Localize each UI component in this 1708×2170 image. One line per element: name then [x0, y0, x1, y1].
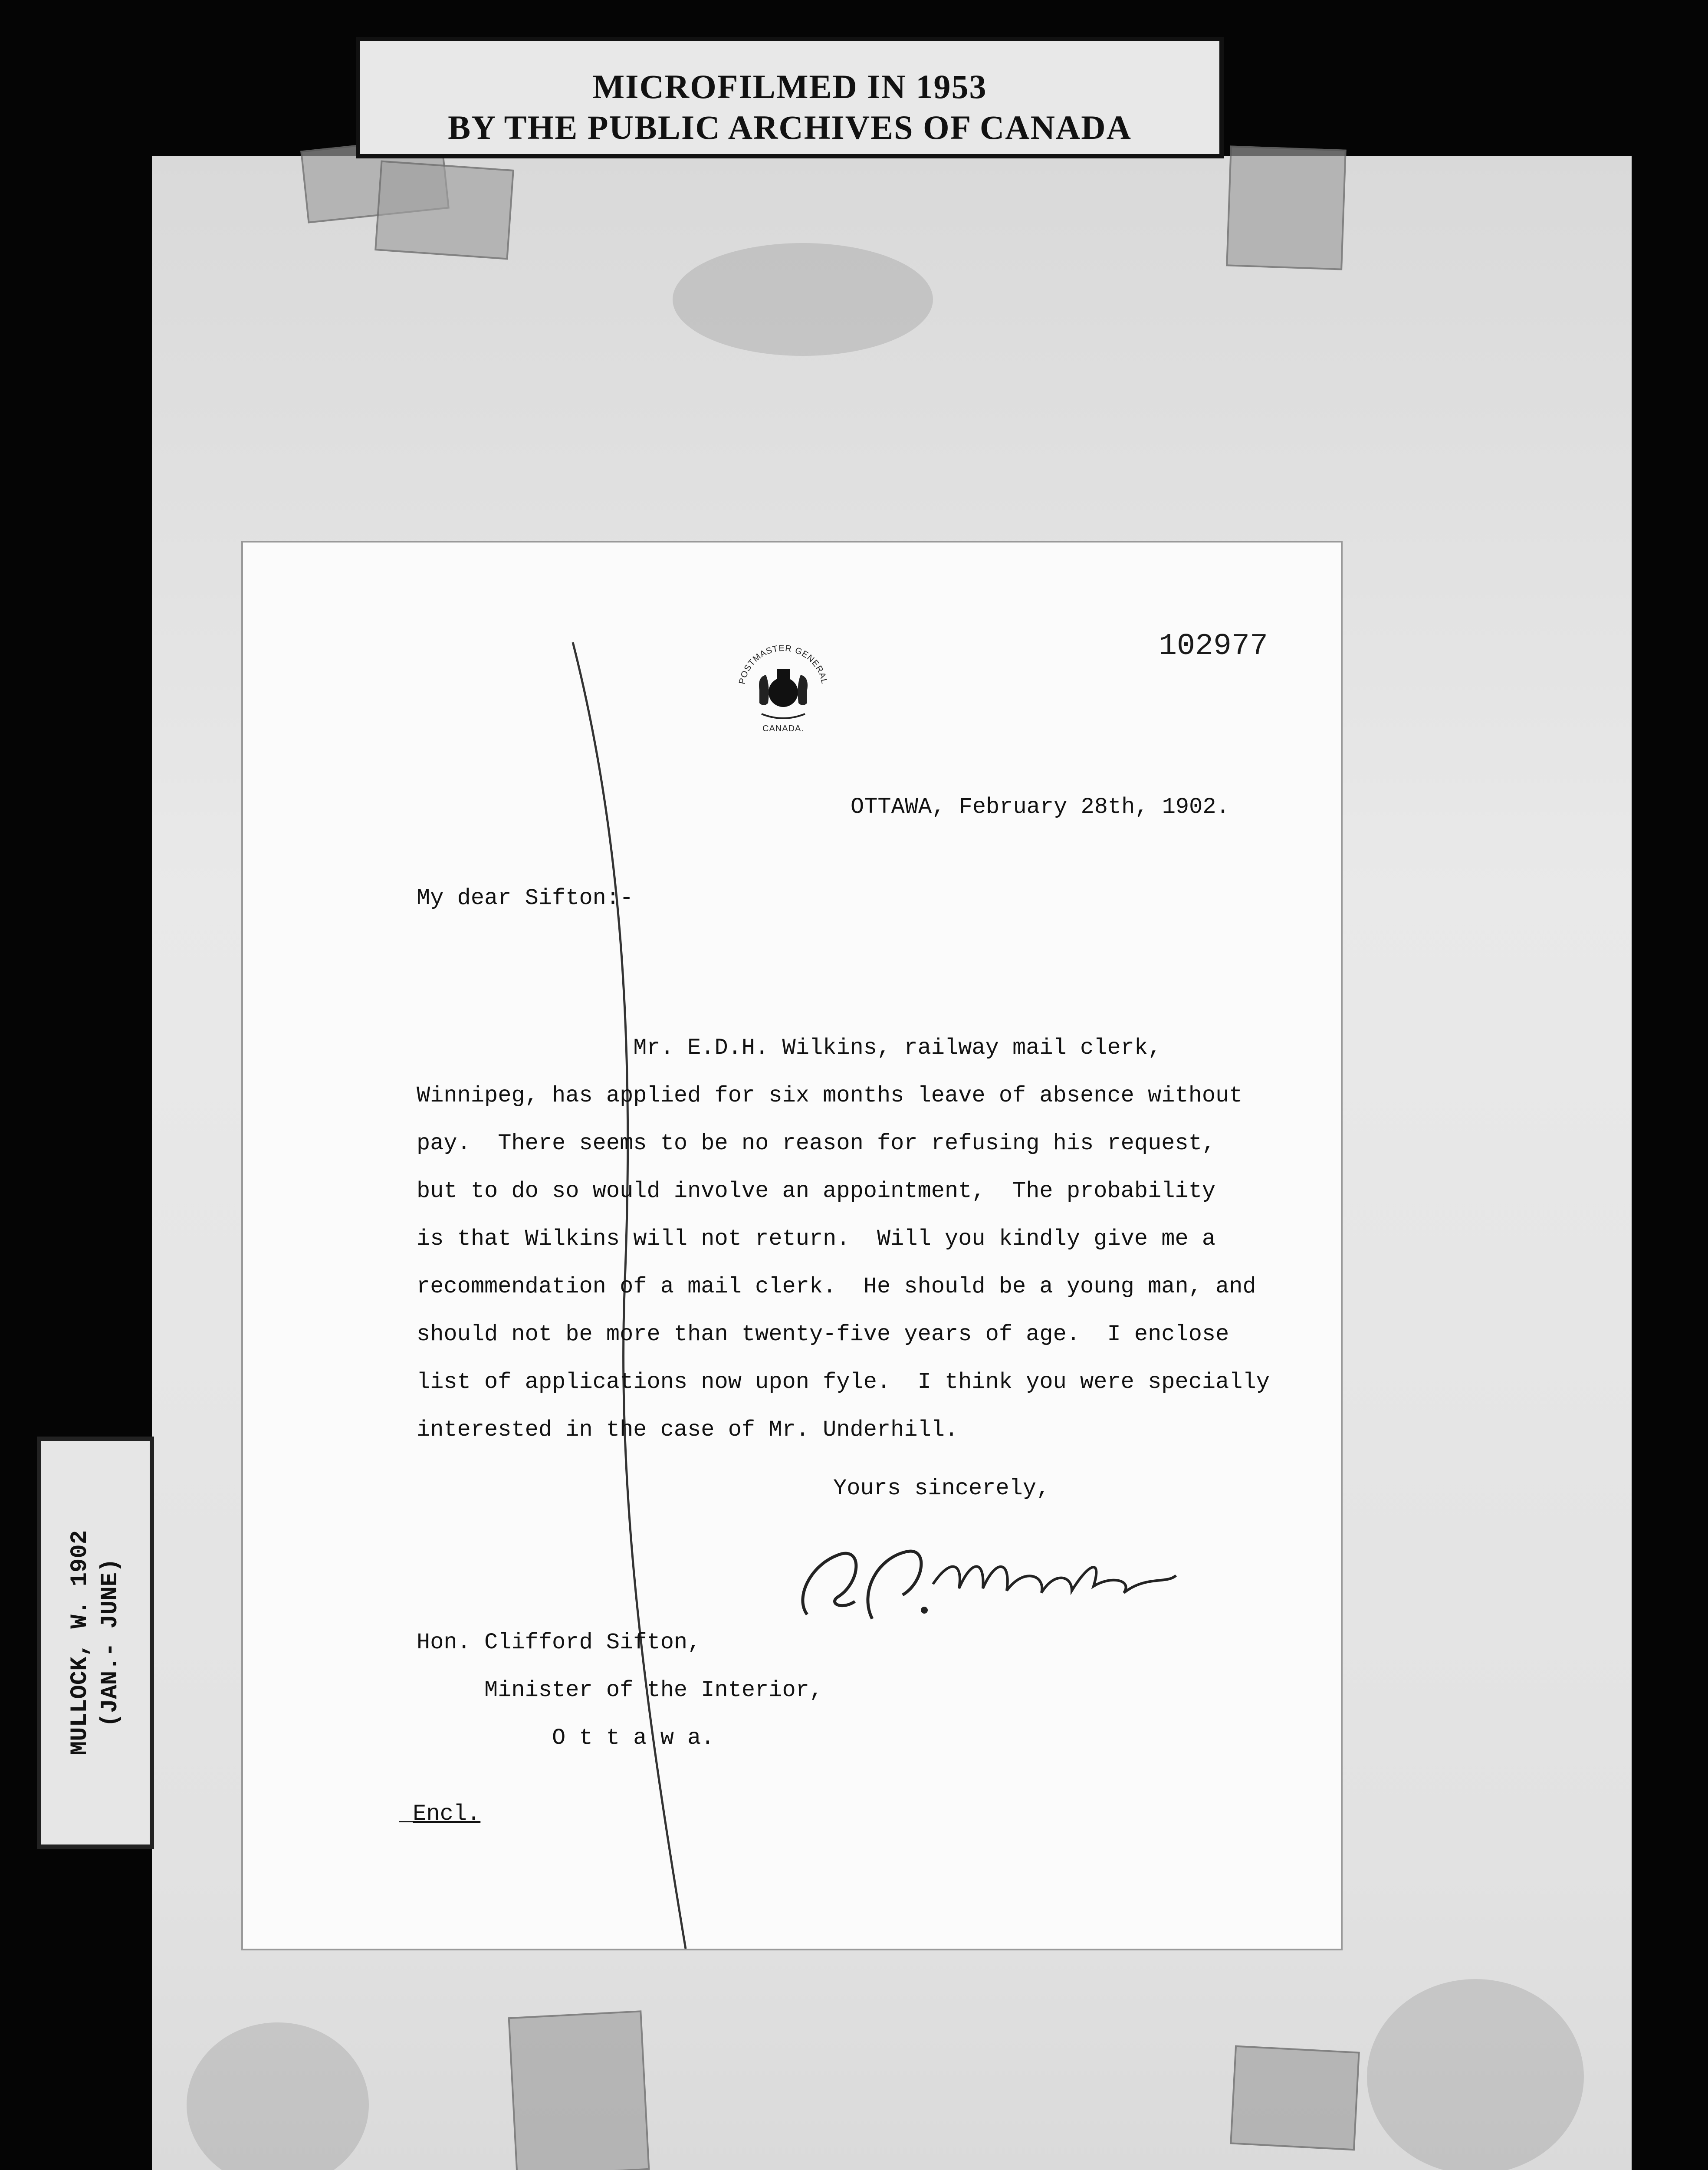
letter-paper: [243, 542, 1341, 1949]
body-line: interested in the case of Mr. Underhill.: [417, 1417, 959, 1443]
body-line: is that Wilkins will not return. Will you kindly give me a: [417, 1226, 1216, 1252]
body-line: pay. There seems to be no reason for refusing his request,: [417, 1131, 1216, 1156]
royal-coat-of-arms-icon: [733, 642, 833, 746]
microfilm-label-line2: BY THE PUBLIC ARCHIVES OF CANADA: [448, 108, 1132, 146]
crest-top-text: POSTMASTER GENERAL: [737, 643, 829, 685]
salutation: My dear Sifton:-: [417, 885, 634, 911]
enclosure-label: Encl.: [413, 1801, 481, 1827]
tape-piece: [1226, 145, 1347, 270]
body-line: Mr. E.D.H. Wilkins, railway mail clerk,: [417, 1035, 1162, 1061]
addressee-name: Hon. Clifford Sifton,: [417, 1630, 701, 1655]
body-line: list of applications now upon fyle. I think you were specially: [417, 1369, 1270, 1395]
body-line: should not be more than twenty-five years of age. I enclose: [417, 1322, 1229, 1347]
side-label-line2: (JAN.- JUNE): [97, 1558, 124, 1727]
tape-piece: [1230, 2045, 1360, 2151]
side-label-line1: MULLOCK, W. 1902: [67, 1530, 93, 1756]
board-stain: [187, 2022, 369, 2170]
crest-bottom-text: CANADA.: [762, 724, 804, 733]
side-label-text: [65, 1530, 126, 1755]
board-stain: [673, 243, 933, 356]
date-line: OTTAWA, February 28th, 1902.: [851, 794, 1230, 820]
tape-piece: [374, 161, 514, 260]
enclosure-note: _Encl.: [399, 1801, 481, 1827]
board-stain: [1367, 1979, 1584, 2170]
body-line: but to do so would involve an appointment, The probability: [417, 1178, 1216, 1204]
side-label: [37, 1437, 154, 1849]
addressee-city: O t t a w a.: [417, 1725, 715, 1751]
microfilm-label-line1: MICROFILMED IN 1953: [592, 68, 987, 105]
addressee-block: [417, 1619, 823, 1762]
letter-body: [417, 1024, 1319, 1454]
addressee-title: Minister of the Interior,: [417, 1677, 823, 1703]
document-number: 102977: [1159, 629, 1268, 664]
microfilm-label: [356, 37, 1224, 158]
tape-piece: [508, 2010, 650, 2170]
body-line: Winnipeg, has applied for six months leave of absence without: [417, 1083, 1243, 1108]
closing: Yours sincerely,: [833, 1476, 1050, 1501]
body-line: recommendation of a mail clerk. He should be a young man, and: [417, 1274, 1256, 1299]
